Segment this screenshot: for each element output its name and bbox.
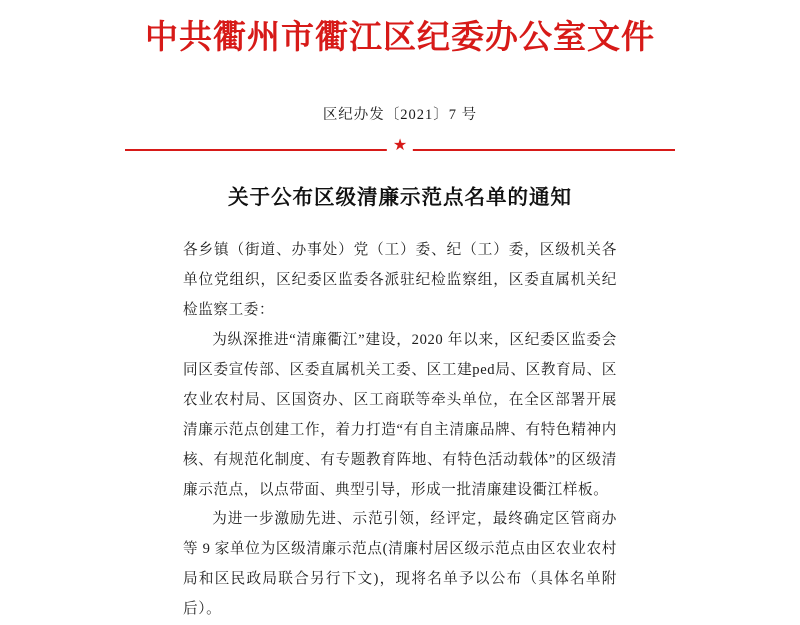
document-body xyxy=(183,236,617,625)
document-subject: 关于公布区级清廉示范点名单的通知 xyxy=(228,187,572,210)
document-title: 中共衢州市衢江区纪委办公室文件 xyxy=(145,20,655,56)
paragraph-announcement: 为进一步激励先进、示范引领，经评定，最终确定区管商办等 9 家单位为区级清廉示范点(清廉村居区级示范点由区农业农村局和区民政局联合另行下文)，现将名单予以公布（具体名单附后）。 xyxy=(183,511,617,618)
document-number: 区纪办发〔2021〕7 号 xyxy=(322,107,478,124)
document-header xyxy=(0,0,800,59)
paragraph-background: 为纵深推进“清廉衢江”建设，2020 年以来，区纪委区监委会同区委宣传部、区委直属机关工委、区工建ped局、区教育局、区农业农村局、区国资办、区工商联等牵头单位，在全区部署开展清廉示范点创建工作，着力打造“有自主清廉品牌、有特色精神内核、有规范化制度、有专题教育阵地、有特色活动载体”的区级清廉示范点，以点带面、典型引导，形成一批清廉建设衢江样板。 xyxy=(183,331,617,498)
red-separator-rule xyxy=(125,137,675,156)
paragraph-recipients: 各乡镇（街道、办事处）党（工）委、纪（工）委，区级机关各单位党组织，区纪委区监委各派驻纪检监察组，区委直属机关纪检监察工委： xyxy=(183,242,617,319)
star-icon: ★ xyxy=(387,138,413,154)
